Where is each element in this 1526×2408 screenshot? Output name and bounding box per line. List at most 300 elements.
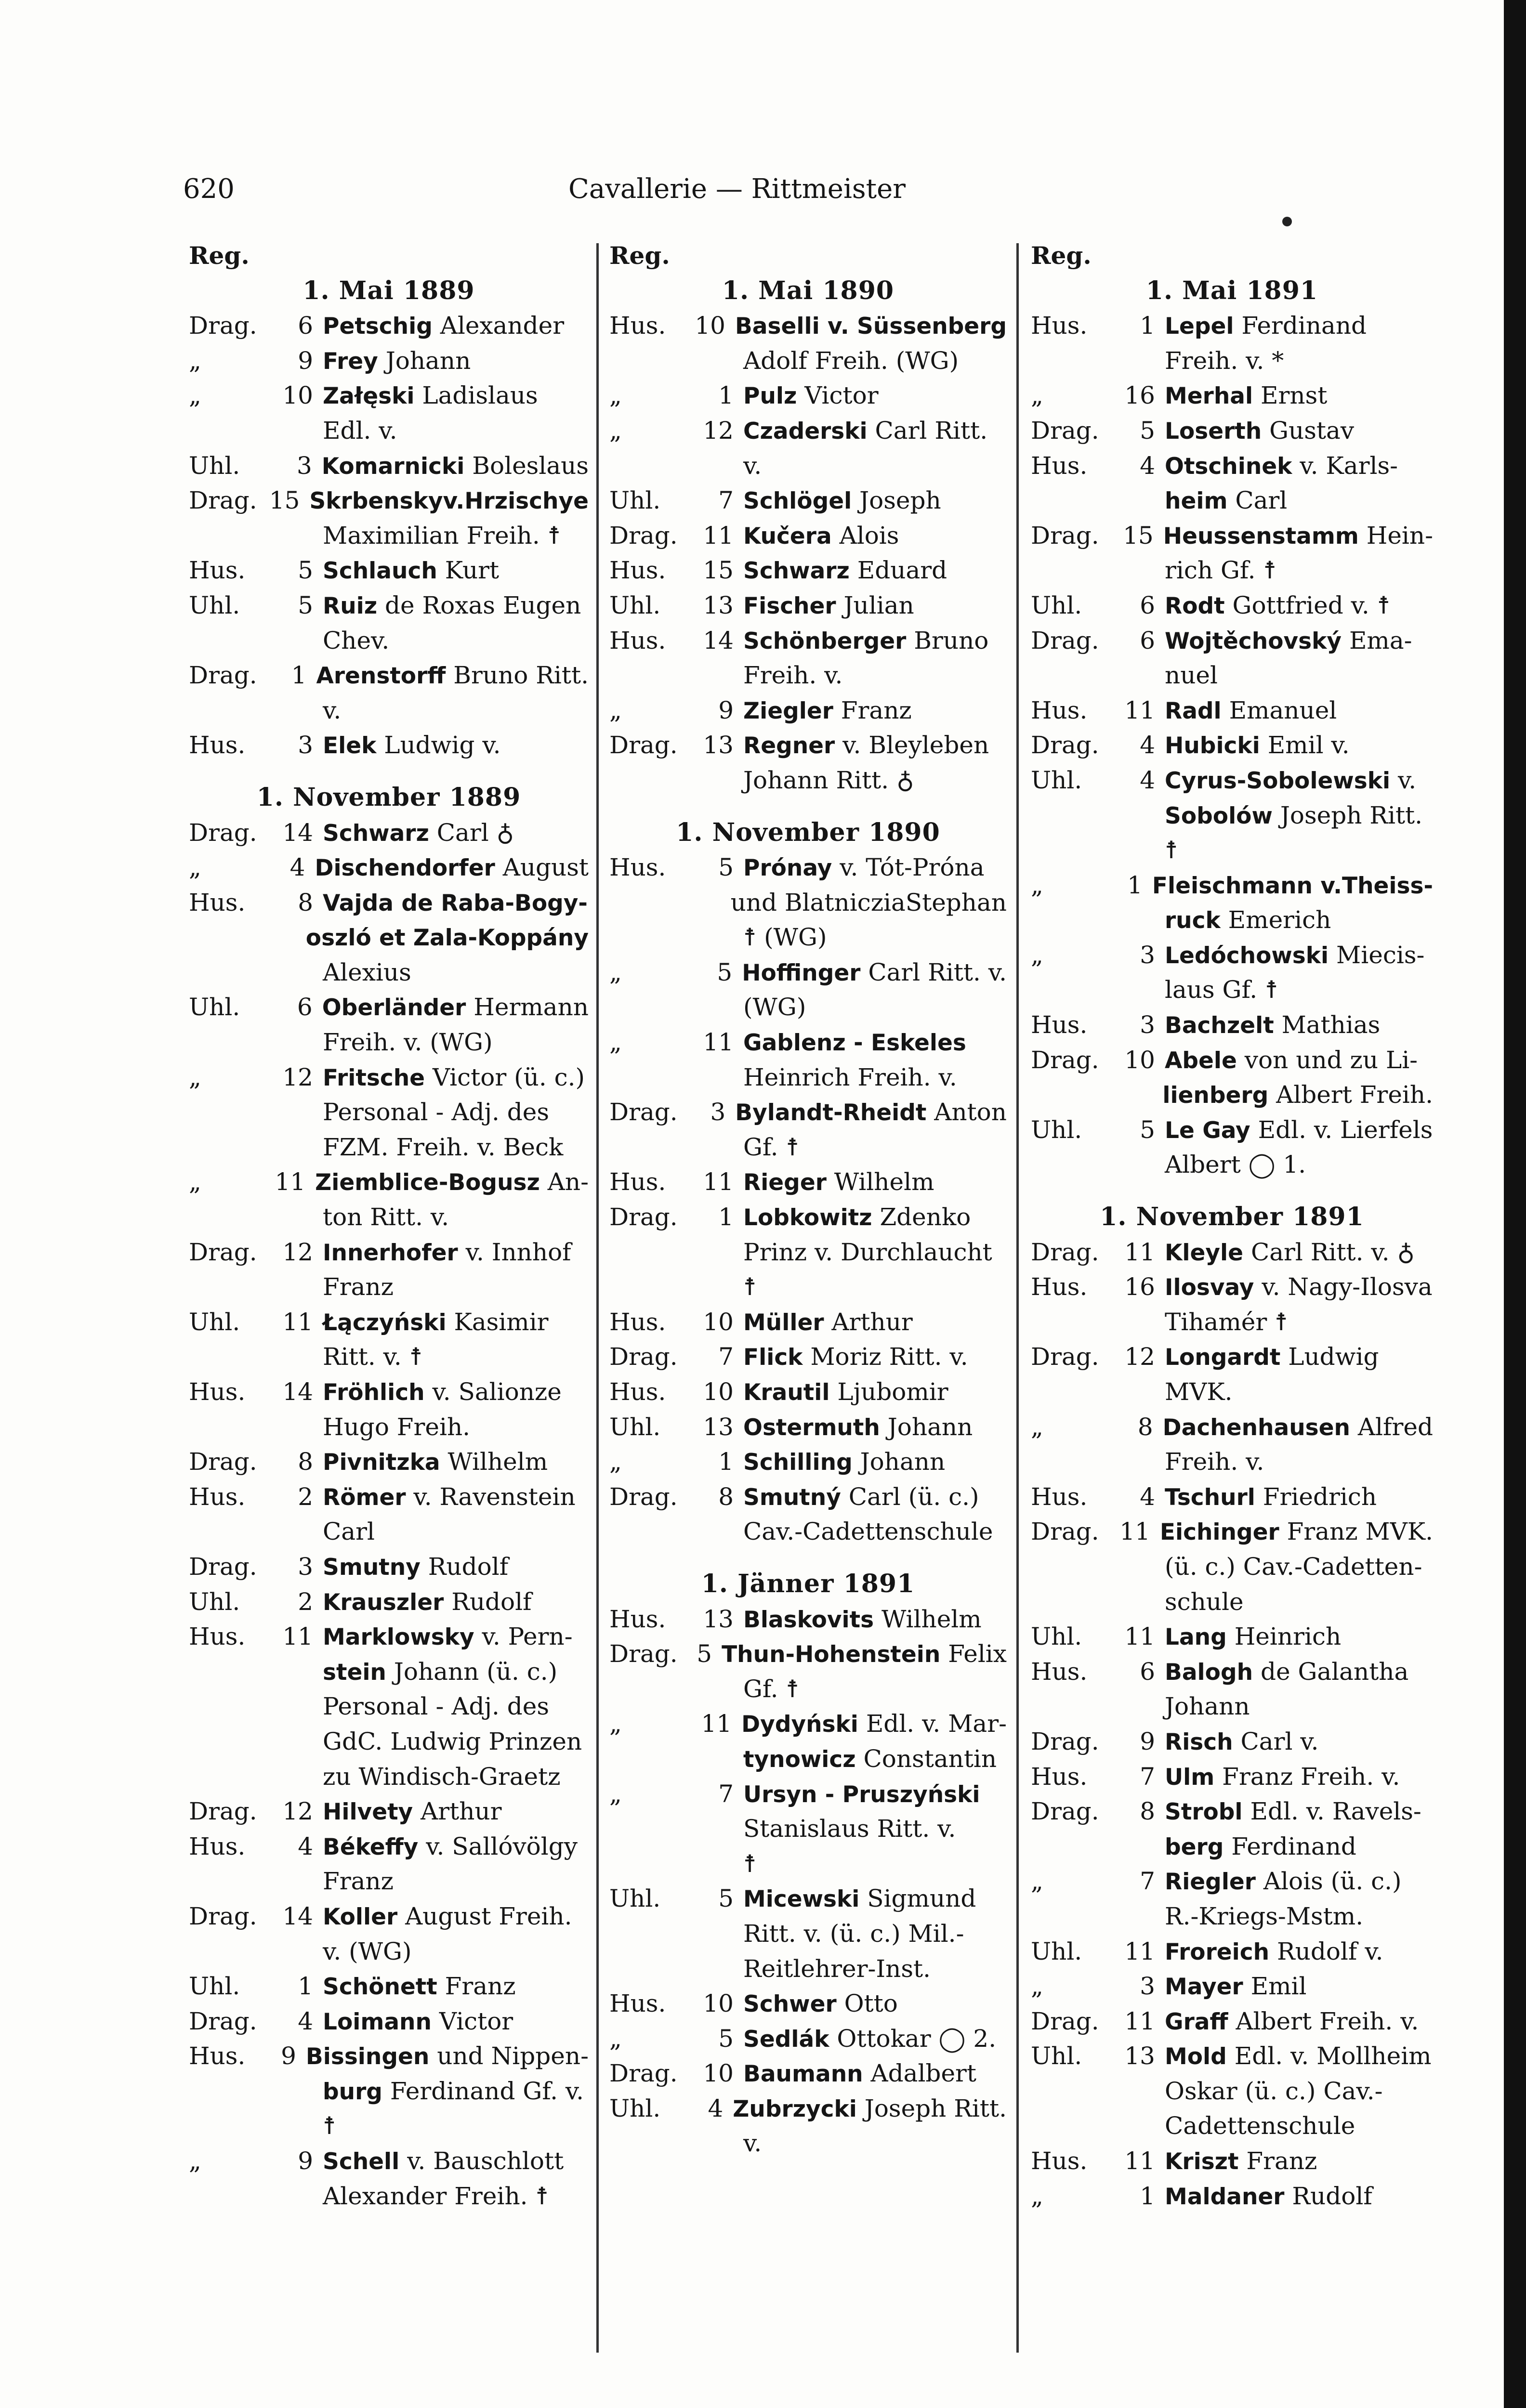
regiment-type: „ xyxy=(1031,1867,1043,1896)
surname: Frey xyxy=(323,348,378,375)
surname: Blaskovits xyxy=(743,1606,874,1633)
surname: Otschinek xyxy=(1165,453,1292,480)
regiment-number: 4 xyxy=(708,2094,724,2122)
surname: Załęski xyxy=(323,383,415,410)
list-item xyxy=(1031,308,1433,343)
given-names: und BlatnicziaStephan xyxy=(730,888,1007,916)
list-item xyxy=(189,1759,589,1794)
list-item xyxy=(189,1724,589,1759)
entry-text xyxy=(309,483,589,518)
list-item xyxy=(609,2021,1007,2056)
surname: Schilling xyxy=(743,1449,853,1476)
entry-text xyxy=(306,2039,589,2074)
regiment-number xyxy=(1122,972,1165,1008)
surname: Bachzelt xyxy=(1165,1012,1274,1039)
regiment-number xyxy=(280,1759,323,1794)
regiment-type: „ xyxy=(609,416,622,445)
given-names: v. Tót-Próna xyxy=(840,853,985,882)
given-names: rich Gf. ☨ xyxy=(1165,556,1276,585)
entry-text xyxy=(1165,1689,1433,1724)
regiment-number: 5 xyxy=(718,853,734,882)
regiment-number xyxy=(280,1269,323,1305)
regiment-number: 11 xyxy=(1124,2007,1155,2035)
regiment-number: 11 xyxy=(282,1308,313,1336)
surname: Ziegler xyxy=(743,697,833,724)
entry-text xyxy=(743,1444,1007,1479)
regiment-type xyxy=(189,623,280,658)
regiment-number: 3 xyxy=(298,731,313,759)
entry-text xyxy=(323,815,589,851)
regiment-number xyxy=(280,1724,323,1759)
entry-text xyxy=(743,693,1007,728)
surname: Mayer xyxy=(1165,1974,1243,2001)
regiment-number xyxy=(280,413,323,448)
regiment-type: Drag. xyxy=(1031,416,1099,445)
surname: Komarnicki xyxy=(321,453,465,480)
entry-text xyxy=(1165,308,1433,343)
given-names: Johann Ritt. ♁ xyxy=(743,766,914,794)
regiment-type xyxy=(189,518,280,553)
given-names: Heinrich Freih. v. xyxy=(743,1063,957,1091)
given-names: Emil xyxy=(1250,1972,1307,2001)
entry-text xyxy=(1165,728,1433,763)
surname: Smutny xyxy=(323,1554,421,1581)
surname: Lang xyxy=(1165,1624,1227,1651)
entry-text xyxy=(743,1200,1007,1235)
given-names: Victor xyxy=(804,381,879,410)
list-item xyxy=(189,1269,589,1305)
section-date: 1. November 1889 xyxy=(256,782,521,812)
given-names: de Roxas Eugen xyxy=(385,591,581,619)
given-names: Ernst xyxy=(1261,381,1328,410)
regiment-number xyxy=(1121,1077,1163,1112)
list-item xyxy=(189,2004,589,2039)
list-item xyxy=(609,343,1007,379)
section-date: 1. Mai 1891 xyxy=(1145,275,1318,305)
given-names: Hugo Freih. xyxy=(323,1413,471,1441)
list-item xyxy=(1031,343,1433,379)
regiment-type: „ xyxy=(189,1168,201,1196)
entry-text xyxy=(1165,1444,1433,1479)
regiment-type: Uhl. xyxy=(189,1972,240,2001)
list-item xyxy=(609,1846,1007,1882)
regiment-number: 4 xyxy=(298,2007,313,2035)
regiment-number: 16 xyxy=(1124,381,1155,410)
surname: Schönberger xyxy=(743,628,907,654)
list-item xyxy=(189,1444,589,1479)
given-names: Stanislaus Ritt. v. xyxy=(743,1815,956,1843)
given-names: Personal - Adj. des xyxy=(323,1098,549,1126)
given-names: ☨ xyxy=(323,2112,336,2140)
entry-text xyxy=(1165,1829,1433,1864)
regiment-type: Uhl. xyxy=(189,451,240,480)
list-item xyxy=(1031,1829,1433,1864)
list-item xyxy=(609,413,1007,448)
list-item xyxy=(1031,728,1433,763)
entry-text xyxy=(323,1235,589,1270)
entry-text xyxy=(323,1584,589,1620)
list-item xyxy=(189,1479,589,1515)
regiment-number xyxy=(701,1130,743,1165)
list-item xyxy=(609,1235,1007,1270)
regiment-number xyxy=(701,658,743,693)
entry-text xyxy=(743,1741,1007,1777)
regiment-type: Uhl. xyxy=(609,1885,661,1913)
regiment-type: Hus. xyxy=(1031,696,1088,724)
given-names: Emanuel xyxy=(1229,696,1337,724)
list-item xyxy=(1031,2004,1433,2039)
list-item xyxy=(1031,1619,1433,1654)
regiment-number: 12 xyxy=(703,416,734,445)
given-names: Franz xyxy=(323,1867,394,1896)
regiment-type: „ xyxy=(1031,381,1043,410)
entry-text xyxy=(1165,343,1433,379)
regiment-number: 5 xyxy=(718,1885,734,1913)
given-names: nuel xyxy=(1165,661,1218,690)
reg-label: Reg. xyxy=(1031,241,1092,270)
entry-text xyxy=(1165,1584,1433,1620)
list-item xyxy=(609,1165,1007,1200)
regiment-number: 1 xyxy=(298,1972,313,2001)
surname: lienberg xyxy=(1162,1082,1269,1109)
given-names: Emil v. xyxy=(1267,731,1350,759)
given-names: R.-Kriegs-Mstm. xyxy=(1165,1902,1364,1930)
regiment-number xyxy=(1122,483,1165,518)
regiment-type: „ xyxy=(1031,2182,1043,2210)
given-names: Emerich xyxy=(1228,906,1331,934)
given-names: v. Nagy-Ilosva xyxy=(1262,1273,1433,1301)
regiment-number: 14 xyxy=(703,626,734,654)
list-item xyxy=(609,955,1007,990)
list-item xyxy=(609,2056,1007,2091)
given-names: Freih. v. xyxy=(743,661,843,690)
regiment-type: „ xyxy=(609,1448,622,1476)
given-names: Ferdinand Gf. v. xyxy=(390,2077,584,2105)
list-item xyxy=(609,623,1007,658)
entry-text xyxy=(1165,938,1433,973)
regiment-number: 5 xyxy=(718,2024,734,2053)
list-item xyxy=(1031,833,1433,868)
surname: Balogh xyxy=(1165,1659,1253,1686)
surname: oszló et Zala-Koppány xyxy=(305,925,589,952)
regiment-number: 12 xyxy=(1124,1343,1155,1371)
list-item xyxy=(609,1636,1007,1672)
regiment-number: 3 xyxy=(298,1552,313,1581)
surname: Petschig xyxy=(323,313,433,340)
regiment-type xyxy=(189,1200,280,1235)
given-names: Moriz Ritt. v. xyxy=(810,1343,968,1371)
regiment-type xyxy=(1031,1374,1122,1410)
regiment-number xyxy=(280,955,323,990)
regiment-type xyxy=(1031,553,1122,588)
regiment-type: Hus. xyxy=(1031,1273,1088,1301)
surname: Dachenhausen xyxy=(1162,1414,1350,1441)
regiment-number: 5 xyxy=(697,1640,712,1668)
section-date: 1. Jänner 1891 xyxy=(701,1569,915,1598)
section-date: 1. November 1891 xyxy=(1100,1202,1364,1232)
regiment-number xyxy=(280,1864,323,1899)
regiment-number: 9 xyxy=(298,346,313,375)
surname: Schwarz xyxy=(743,558,850,585)
given-names: Gottfried v. ☨ xyxy=(1232,591,1390,619)
given-names: (WG) xyxy=(743,993,806,1021)
regiment-number: 4 xyxy=(1140,731,1155,759)
given-names: v. xyxy=(1397,766,1417,794)
regiment-number xyxy=(701,1269,743,1305)
regiment-type: Drag. xyxy=(609,1343,678,1371)
regiment-type: Uhl. xyxy=(1031,591,1082,619)
list-item xyxy=(189,1200,589,1235)
list-item xyxy=(609,763,1007,798)
list-item xyxy=(189,955,589,990)
surname: Sedlák xyxy=(743,2026,829,2053)
regiment-type xyxy=(1031,658,1122,693)
surname: Müller xyxy=(743,1309,824,1336)
surname: Schlauch xyxy=(323,558,437,585)
page-title: Cavallerie — Rittmeister xyxy=(568,173,906,205)
entry-text xyxy=(1165,1008,1433,1043)
list-item xyxy=(1031,658,1433,693)
regiment-type xyxy=(189,955,280,990)
given-names: Carl v. xyxy=(1240,1727,1319,1755)
regiment-type: Hus. xyxy=(1031,1657,1088,1686)
entry-text xyxy=(323,693,589,728)
list-item xyxy=(609,2126,1007,2161)
entry-text xyxy=(1165,448,1433,484)
list-item xyxy=(189,413,589,448)
surname: Bylandt-Rheidt xyxy=(735,1099,927,1126)
regiment-type: Uhl. xyxy=(1031,1623,1082,1651)
regiment-type: Hus. xyxy=(609,1605,666,1633)
regiment-number xyxy=(1122,833,1165,868)
regiment-number: 15 xyxy=(1123,521,1154,550)
entry-text xyxy=(743,1374,1007,1410)
list-item xyxy=(189,2039,589,2074)
given-names: Chev. xyxy=(323,626,390,654)
given-names: Johann (ü. c.) xyxy=(394,1657,558,1686)
given-names: Alexander Freih. ☨ xyxy=(323,2182,549,2210)
list-item xyxy=(1031,903,1433,938)
list-item xyxy=(1031,1934,1433,1969)
regiment-number: 2 xyxy=(298,1482,313,1511)
given-names: Alexander xyxy=(440,312,565,340)
surname: Marklowsky xyxy=(323,1624,474,1651)
given-names: Franz xyxy=(841,696,912,724)
regiment-number xyxy=(701,1741,743,1777)
section-gap xyxy=(1031,1182,1433,1200)
list-item xyxy=(189,1374,589,1410)
list-item xyxy=(1031,1112,1433,1148)
entry-text xyxy=(1165,1235,1433,1270)
regiment-type: Drag. xyxy=(189,1797,257,1826)
list-item xyxy=(609,1602,1007,1637)
list-item xyxy=(1031,1444,1433,1479)
entry-text xyxy=(1165,553,1433,588)
regiment-type: Drag. xyxy=(1031,2007,1099,2035)
given-names: v. Salionze xyxy=(432,1378,562,1406)
regiment-number: 8 xyxy=(1140,1797,1155,1826)
regiment-number xyxy=(280,1689,323,1724)
list-item xyxy=(1031,1689,1433,1724)
ink-dot xyxy=(1282,217,1292,226)
regiment-type xyxy=(1031,1584,1122,1620)
surname: Le Gay xyxy=(1165,1117,1250,1144)
given-names: Ema- xyxy=(1349,626,1412,654)
given-names: Arthur xyxy=(421,1797,502,1826)
given-names: Cadettenschule xyxy=(1165,2112,1355,2140)
given-names: Ferdinand xyxy=(1231,1832,1356,1860)
regiment-number: 11 xyxy=(703,1028,734,1057)
regiment-number: 11 xyxy=(703,1168,734,1196)
list-item xyxy=(1031,2144,1433,2179)
regiment-number xyxy=(280,1025,323,1060)
regiment-number xyxy=(280,693,323,728)
regiment-number: 10 xyxy=(703,2059,734,2088)
regiment-number xyxy=(692,885,731,920)
surname: ruck xyxy=(1165,907,1221,934)
regiment-number: 7 xyxy=(1140,1867,1155,1896)
regiment-number xyxy=(1122,1899,1165,1934)
entry-text xyxy=(323,1934,589,1969)
regiment-type: Drag. xyxy=(189,661,257,690)
list-item xyxy=(1031,1549,1433,1584)
list-item xyxy=(609,1200,1007,1235)
list-item xyxy=(609,1060,1007,1095)
regiment-type: Drag. xyxy=(1031,731,1099,759)
section-gap xyxy=(609,1549,1007,1567)
given-names: ☨ (WG) xyxy=(743,923,827,952)
entry-text xyxy=(323,1864,589,1899)
surname: Ilosvay xyxy=(1165,1274,1254,1301)
surname: Flick xyxy=(743,1344,803,1371)
entry-text xyxy=(743,1235,1007,1270)
regiment-type xyxy=(609,763,701,798)
entry-text xyxy=(323,1095,589,1130)
regiment-number: 7 xyxy=(718,1780,734,1808)
given-names: (ü. c.) Cav.-Cadetten- xyxy=(1165,1552,1422,1581)
regiment-type: „ xyxy=(609,2024,622,2053)
list-item xyxy=(189,1235,589,1270)
regiment-number xyxy=(1122,1147,1165,1182)
regiment-number: 13 xyxy=(703,591,734,619)
entry-text xyxy=(323,518,589,553)
list-item xyxy=(609,1269,1007,1305)
list-item xyxy=(1031,2074,1433,2109)
regiment-type xyxy=(609,658,701,693)
regiment-number xyxy=(701,1811,743,1846)
given-names: Ritt. v. (ü. c.) Mil.- xyxy=(743,1919,964,1948)
given-names: Ferdinand xyxy=(1241,312,1367,340)
list-item xyxy=(609,1514,1007,1549)
list-item xyxy=(189,483,589,518)
given-names: v. Pern- xyxy=(482,1623,573,1651)
entry-text xyxy=(1165,2108,1433,2144)
regiment-type xyxy=(1031,798,1122,833)
regiment-type: Hus. xyxy=(609,1989,666,2018)
entry-text xyxy=(323,1794,589,1829)
regiment-number: 8 xyxy=(718,1482,734,1511)
regiment-type: „ xyxy=(609,958,622,986)
entry-text xyxy=(735,308,1007,343)
list-item xyxy=(189,1549,589,1584)
list-item xyxy=(189,1794,589,1829)
reg-label: Reg. xyxy=(609,241,670,270)
regiment-number: 4 xyxy=(289,853,305,882)
given-names: Ladislaus xyxy=(422,381,538,410)
entry-text xyxy=(323,343,589,379)
entry-text xyxy=(743,658,1007,693)
regiment-type xyxy=(1031,1147,1122,1182)
given-names: Rudolf xyxy=(428,1552,509,1581)
regiment-type: „ xyxy=(1031,1972,1043,2001)
entry-text xyxy=(743,2021,1007,2056)
given-names: Bruno Ritt. xyxy=(453,661,589,690)
list-item xyxy=(1031,798,1433,833)
surname: Dydyński xyxy=(741,1711,858,1738)
entry-text xyxy=(323,885,589,920)
list-item xyxy=(1031,1479,1433,1515)
given-names: Edl. v. xyxy=(323,416,397,445)
list-item xyxy=(189,693,589,728)
surname: Ruiz xyxy=(323,592,378,619)
regiment-type: Hus. xyxy=(609,312,666,340)
given-names: Gf. ☨ xyxy=(743,1675,799,1703)
given-names: Edl. v. Mar- xyxy=(866,1710,1007,1738)
entry-text xyxy=(323,1969,589,2004)
regiment-type xyxy=(189,413,280,448)
regiment-number: 16 xyxy=(1124,1273,1155,1301)
surname: Elek xyxy=(323,733,377,759)
list-item xyxy=(1031,2179,1433,2214)
regiment-type xyxy=(1031,1549,1122,1584)
page-edge xyxy=(1504,0,1526,2408)
entry-text xyxy=(1165,798,1433,833)
given-names: Johann xyxy=(385,346,471,375)
entry-text xyxy=(1165,2144,1433,2179)
regiment-type xyxy=(609,1741,701,1777)
surname: Eichinger xyxy=(1159,1519,1279,1546)
given-names: Heinrich xyxy=(1234,1623,1342,1651)
regiment-type: „ xyxy=(609,381,622,410)
list-item xyxy=(189,623,589,658)
entry-text xyxy=(743,1514,1007,1549)
surname: Hubicki xyxy=(1165,733,1260,759)
surname: tynowicz xyxy=(743,1746,856,1773)
given-names: schule xyxy=(1165,1587,1244,1616)
list-item xyxy=(1031,2108,1433,2144)
regiment-type: Drag. xyxy=(189,1448,257,1476)
list-item xyxy=(1031,623,1433,658)
list-item xyxy=(609,588,1007,623)
entry-text xyxy=(323,728,589,763)
regiment-number: 4 xyxy=(298,1832,313,1860)
list-item xyxy=(1031,1584,1433,1620)
surname: Hoffinger xyxy=(742,959,861,986)
surname: Riegler xyxy=(1165,1869,1256,1896)
entry-text xyxy=(1165,2039,1433,2074)
list-item xyxy=(1031,1077,1433,1112)
regiment-number xyxy=(701,448,743,484)
surname: Koller xyxy=(323,1903,398,1930)
regiment-type xyxy=(609,885,692,920)
entry-text xyxy=(1165,1724,1433,1759)
regiment-number: 5 xyxy=(298,591,313,619)
given-names: Alois xyxy=(839,521,899,550)
regiment-type: Hus. xyxy=(189,731,246,759)
regiment-type xyxy=(189,1025,280,1060)
regiment-type xyxy=(1031,833,1122,868)
entry-text xyxy=(1165,588,1433,623)
